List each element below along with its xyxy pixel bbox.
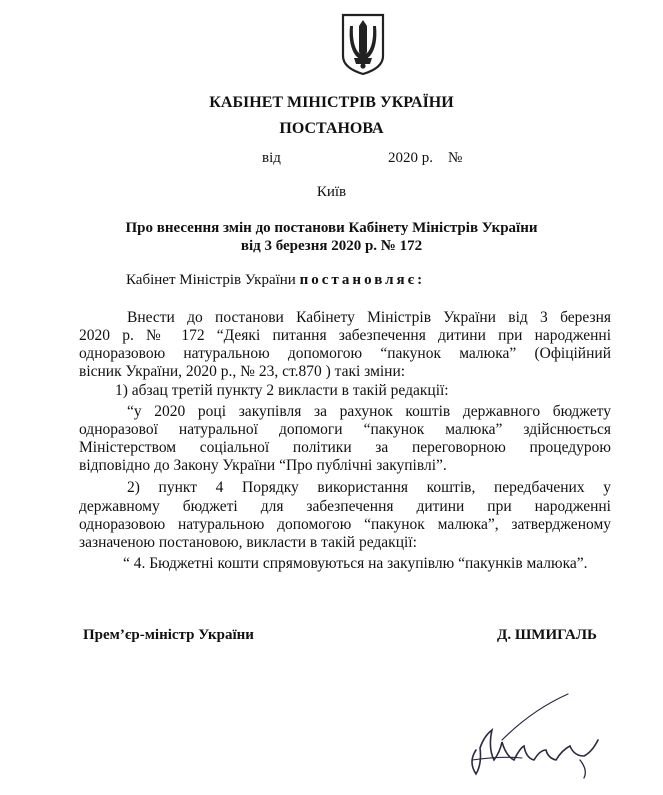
number-sign: №	[448, 150, 463, 166]
title-line-1: Про внесення змін до постанови Кабінету Міністрів України	[125, 220, 538, 236]
handwritten-signature-icon	[462, 690, 632, 785]
cabinet-heading: КАБІНЕТ МІНІСТРІВ УКРАЇНИ	[209, 94, 454, 111]
resolves-word: постановляє:	[299, 272, 426, 288]
p1-line-4: вісник України, 2020 р., № 23, ст.870 ) такі зміни:	[79, 363, 406, 380]
item1-line-3: Міністерством соціальної політики за переговорною процедурою	[79, 439, 611, 456]
date-year: 2020 р.	[388, 150, 433, 166]
document-type: ПОСТАНОВА	[279, 120, 384, 137]
item1-line-1: “у 2020 році закупівля за рахунок коштів державного бюджету	[127, 403, 611, 420]
p1-line-3: одноразовою натуральною допомогою “пакунок малюка” (Офіційний	[79, 345, 611, 362]
p1-line-2: 2020 р. № 172 “Деякі питання забезпечення дитини при народженні	[79, 327, 611, 344]
signatory-name: Д. ШМИГАЛЬ	[497, 627, 597, 643]
intro-text: Кабінет Міністрів України	[126, 272, 300, 288]
title-line-2: від 3 березня 2020 р. № 172	[240, 238, 423, 254]
item2-quote: “ 4. Бюджетні кошти спрямовуються на закупівлю “пакунків малюка”.	[123, 555, 588, 572]
item2-line-4: зазначеною постановою, викласти в такій редакції:	[79, 534, 417, 551]
trident-emblem-icon	[340, 12, 386, 76]
city: Київ	[316, 184, 347, 200]
date-prefix: від	[262, 150, 281, 166]
item2-line-1: 2) пункт 4 Порядку використання коштів, передбачених у	[127, 479, 611, 496]
item1-line-4: відповідно до Закону України “Про публічні закупівлі”.	[79, 457, 447, 474]
intro-line	[126, 272, 425, 289]
item1-heading: 1) абзац третій пункту 2 викласти в такій редакції:	[115, 382, 449, 399]
item2-line-2: державному бюджеті для забезпечення дитини при народженні	[79, 498, 611, 515]
signatory-position: Прем’єр-міністр України	[83, 627, 254, 643]
item1-line-2: одноразової натуральної допомоги “пакунок малюка” здійснюється	[79, 421, 611, 438]
item2-line-3: одноразовою натуральною допомогою “пакунок малюка”, затвердженому	[79, 516, 611, 533]
p1-line-1: Внести до постанови Кабінету Міністрів України від 3 березня	[127, 309, 611, 326]
